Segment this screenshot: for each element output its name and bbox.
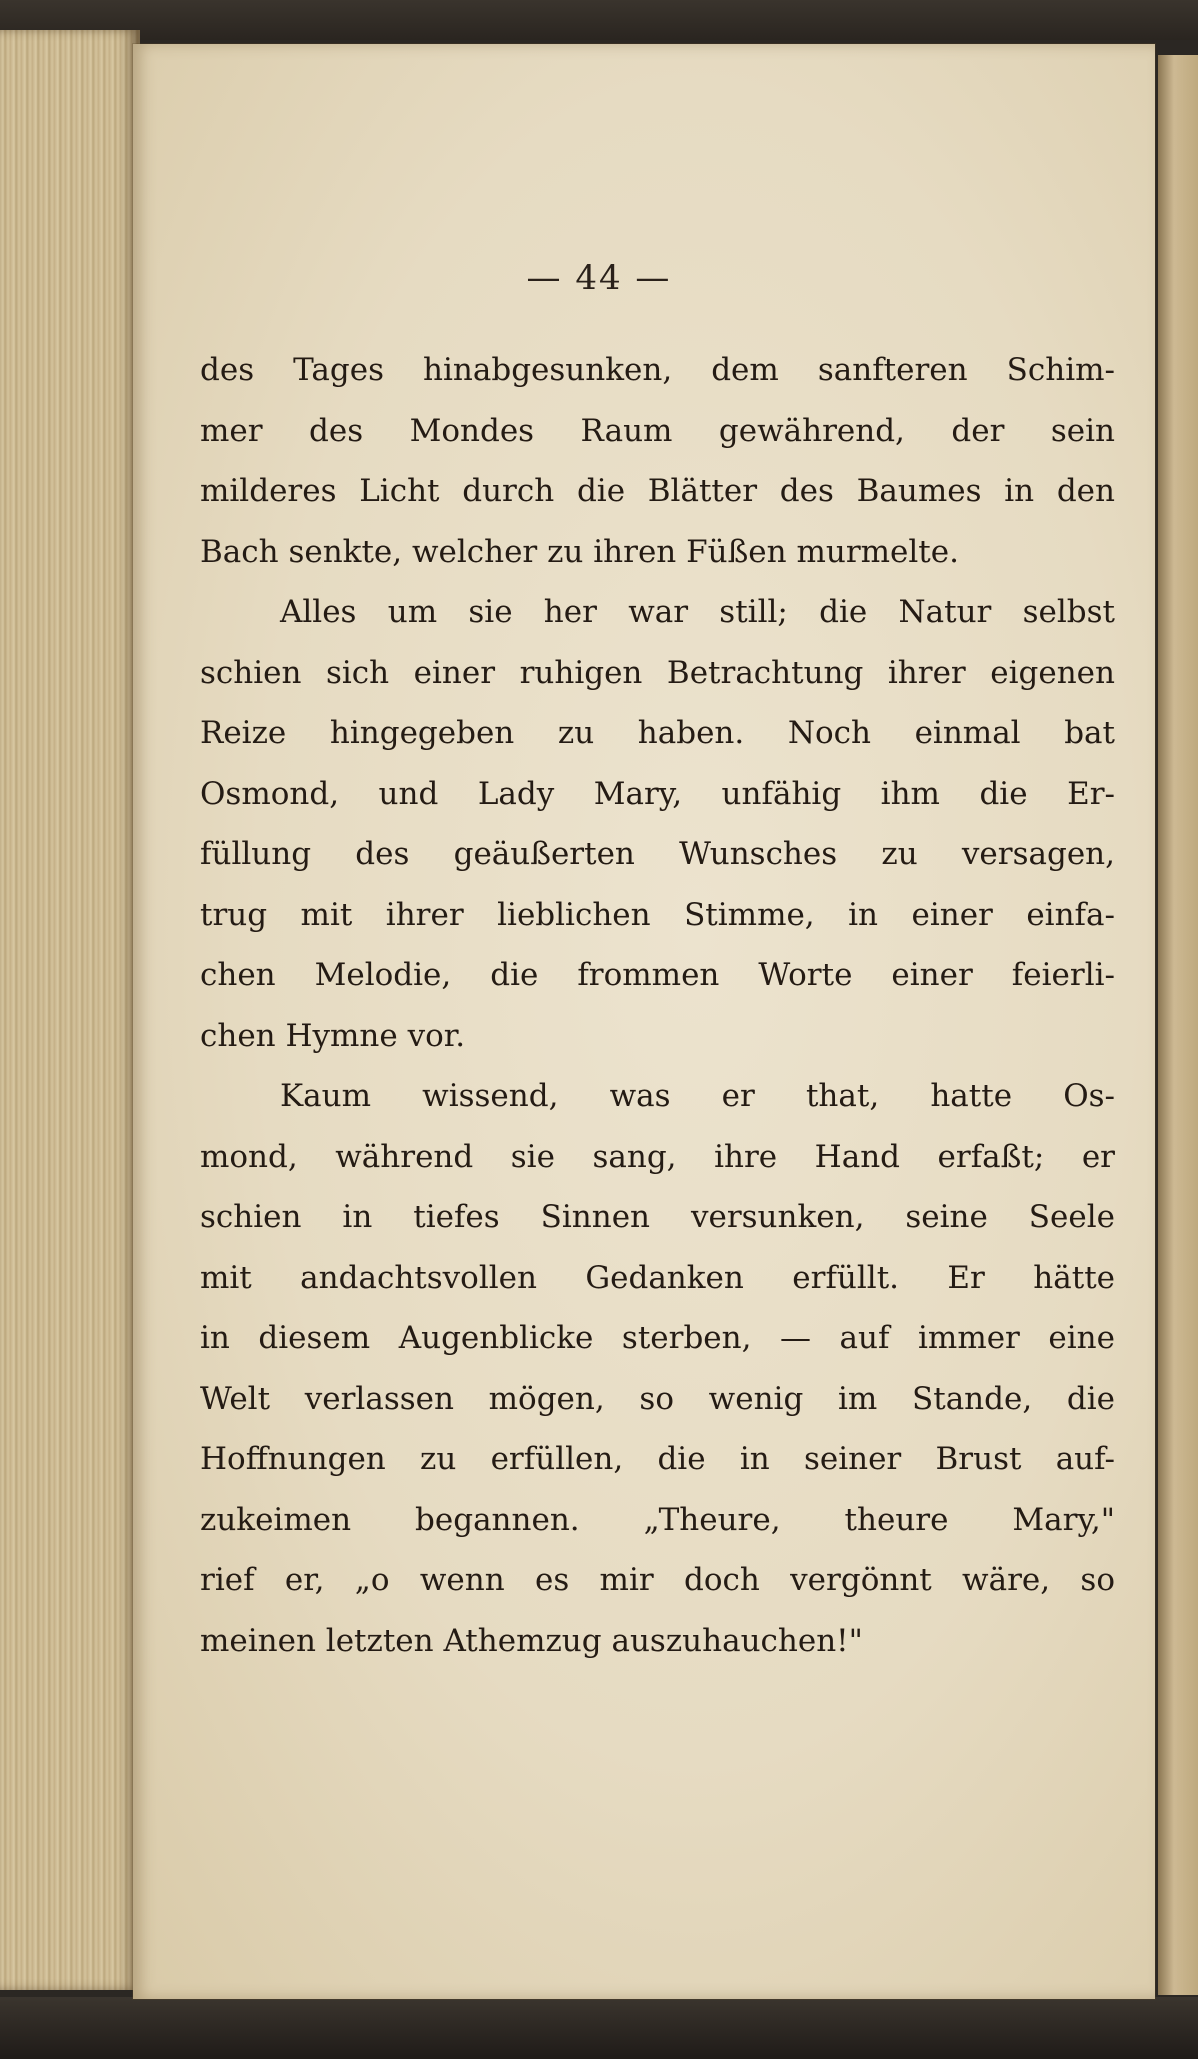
text-line: des Tages hinabgesunken, dem sanfteren Schim- [200,352,1115,388]
text-line: füllung des geäußerten Wunsches zu versagen, [200,836,1115,872]
text-line: milderes Licht durch die Blätter des Baumes in den [200,473,1115,509]
text-line: Kaum wissend, was er that, hatte Os- [280,1078,1115,1114]
text-line: in diesem Augenblicke sterben, — auf immer eine [200,1320,1115,1356]
text-line: Reize hingegeben zu haben. Noch einmal bat [200,715,1115,751]
text-line: rief er, „o wenn es mir doch vergönnt wäre, so [200,1562,1115,1598]
text-line: meinen letzten Athemzug auszuhauchen!" [200,1622,863,1659]
text-line: trug mit ihrer lieblichen Stimme, in einer einfa- [200,896,1115,933]
text-line: schien sich einer ruhigen Betrachtung ihrer eigenen [200,654,1115,691]
page-number: — 44 — [526,258,672,298]
text-line: Osmond, und Lady Mary, unfähig ihm die Er- [200,775,1115,812]
text-line: chen Hymne vor. [200,1017,466,1054]
page-text [200,340,1115,1671]
text-line: mer des Mondes Raum gewährend, der sein [200,412,1115,449]
text-line: schien in tiefes Sinnen versunken, seine Seele [200,1199,1115,1235]
text-line: Bach senkte, welcher zu ihren Füßen murmelte. [200,533,959,570]
book-cover-bottom-edge [0,1997,1198,2059]
text-line: chen Melodie, die frommen Worte einer feierli- [200,957,1115,993]
facing-page-edge [1158,55,1198,1995]
text-line: mit andachtsvollen Gedanken erfüllt. Er hätte [200,1259,1115,1296]
text-line: zukeimen begannen. „Theure, theure Mary," [200,1501,1115,1538]
text-line: Alles um sie her war still; die Natur selbst [280,594,1115,630]
text-line: Hoffnungen zu erfüllen, die in seiner Brust auf- [200,1441,1115,1477]
text-line: mond, während sie sang, ihre Hand erfaßt; er [200,1138,1115,1175]
book-cover-top-edge [0,0,1198,40]
text-line: Welt verlassen mögen, so wenig im Stande, die [200,1380,1115,1417]
